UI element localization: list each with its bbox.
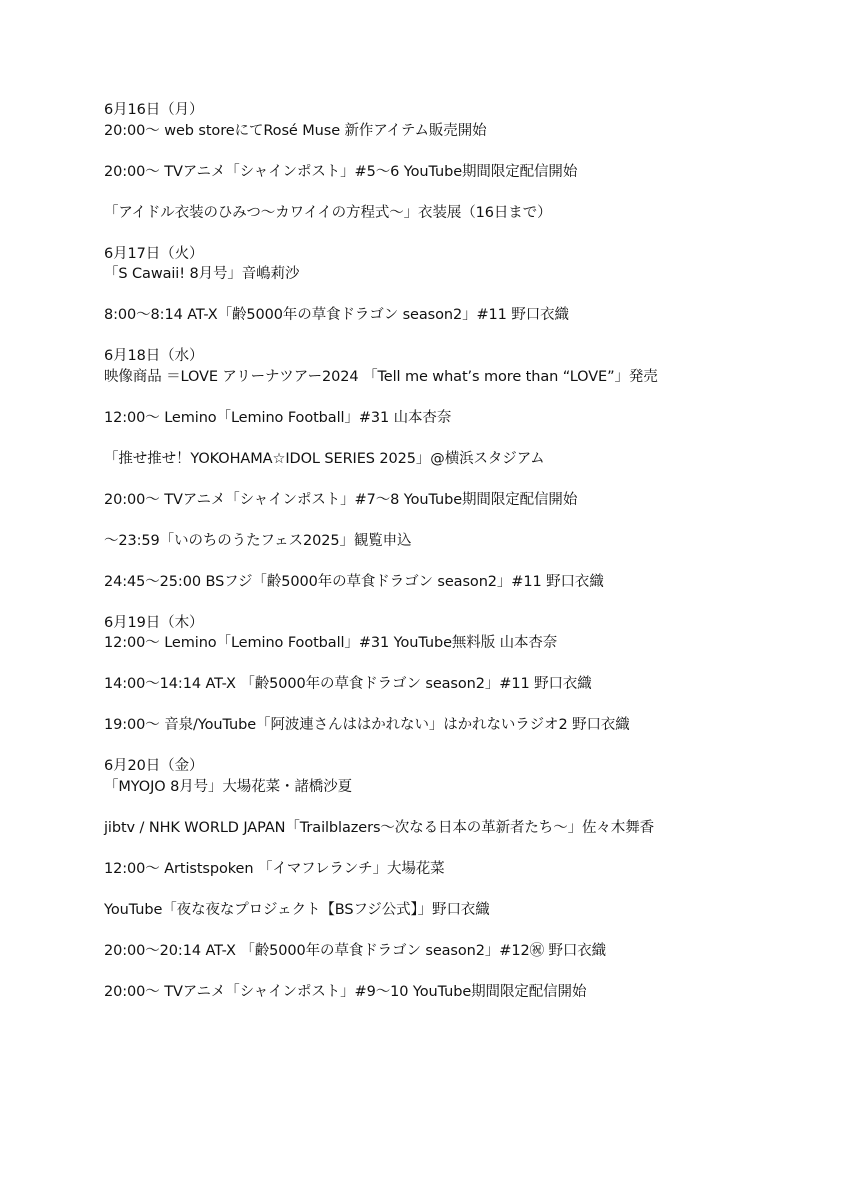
event-line: 14:00～14:14 AT-X 「齢5000年の草食ドラゴン season2」#11 野口衣織 — [104, 676, 592, 692]
event-line: 12:00～ Artistspoken 「イマフレランチ」大場花菜 — [104, 860, 445, 877]
day-block-0618 — [104, 346, 804, 613]
schedule-list — [104, 100, 804, 1002]
event-line: 12:00～ Lemino「Lemino Football」#31 山本杏奈 — [104, 409, 452, 426]
day-block-0617 — [104, 244, 804, 347]
date-heading: 6月17日（火） — [104, 245, 204, 262]
event-line: 「MYOJO 8月号」大場花菜・諸橋沙夏 — [104, 778, 353, 795]
event-line: ～23:59「いのちのうたフェス2025」観覧申込 — [104, 532, 412, 549]
event-line: 20:00～ web storeにてRosé Muse 新作アイテム販売開始 — [104, 122, 487, 139]
day-block-0616 — [104, 100, 804, 244]
event-line: jibtv / NHK WORLD JAPAN「Trailblazers～次なる日本の革新者たち～」佐々木舞香 — [104, 819, 654, 836]
event-line: 24:45～25:00 BSフジ「齢5000年の草食ドラゴン season2」#11 野口衣織 — [104, 573, 604, 590]
date-heading: 6月18日（水） — [104, 348, 204, 364]
event-line: 「S Cawaii! 8月号」音嶋莉沙 — [104, 266, 300, 282]
date-heading: 6月16日（月） — [104, 102, 204, 118]
day-block-0619 — [104, 613, 804, 757]
event-line: 20:00～20:14 AT-X 「齢5000年の草食ドラゴン season2」#12㊗ 野口衣織 — [104, 942, 607, 959]
date-heading: 6月19日（木） — [104, 614, 204, 631]
event-line: 映像商品 ＝LOVE アリーナツアー2024 「Tell me what’s more than “LOVE”」発売 — [104, 368, 658, 385]
event-line: 「アイドル衣装のひみつ～カワイイの方程式～」衣装展（16日まで） — [104, 204, 552, 221]
event-line: YouTube「夜な夜なプロジェクト【BSフジ公式】」野口衣織 — [104, 901, 490, 918]
event-line: 20:00～ TVアニメ「シャインポスト」#5～6 YouTube期間限定配信開始 — [104, 163, 578, 180]
date-heading: 6月20日（金） — [104, 758, 204, 774]
event-line: 8:00～8:14 AT-X「齢5000年の草食ドラゴン season2」#11 野口衣織 — [104, 307, 569, 323]
event-line: 「推せ推せ！YOKOHAMA☆IDOL SERIES 2025」@横浜スタジアム — [104, 450, 545, 467]
event-line: 20:00～ TVアニメ「シャインポスト」#7～8 YouTube期間限定配信開始 — [104, 491, 578, 508]
event-line: 20:00～ TVアニメ「シャインポスト」#9～10 YouTube期間限定配信開始 — [104, 983, 587, 1000]
event-line: 12:00～ Lemino「Lemino Football」#31 YouTube無料版 山本杏奈 — [104, 635, 558, 651]
day-block-0620 — [104, 756, 804, 1002]
event-line: 19:00～ 音泉/YouTube「阿波連さんははかれない」はかれないラジオ2 野口衣織 — [104, 717, 630, 733]
